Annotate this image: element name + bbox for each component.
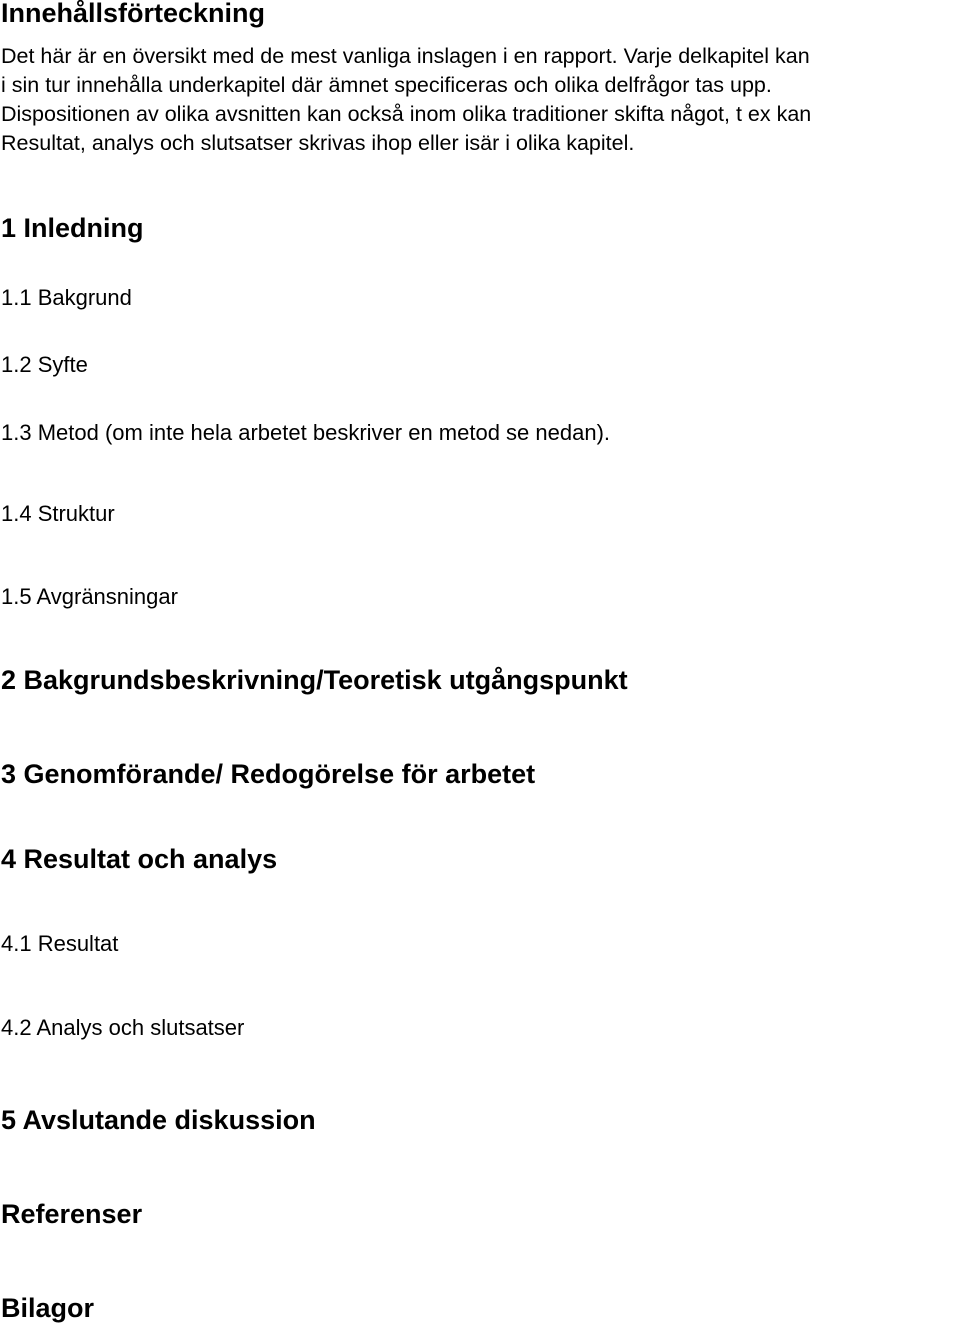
heading-genomforande: 3 Genomförande/ Redogörelse för arbetet xyxy=(1,759,536,789)
heading-bilagor: Bilagor xyxy=(1,1293,95,1323)
intro-line: i sin tur innehålla underkapitel där ämnet specificeras och olika delfrågor tas upp. xyxy=(1,73,772,97)
heading-inledning: 1 Inledning xyxy=(1,213,144,243)
subheading-syfte: 1.2 Syfte xyxy=(1,352,88,377)
subheading-struktur: 1.4 Struktur xyxy=(1,501,115,526)
page-title: Innehållsförteckning xyxy=(1,0,266,28)
heading-referenser: Referenser xyxy=(1,1199,143,1229)
heading-avslutande-diskussion: 5 Avslutande diskussion xyxy=(1,1105,316,1135)
intro-line: Dispositionen av olika avsnitten kan också inom olika traditioner skifta något, t ex kan xyxy=(1,102,812,126)
heading-resultat-och-analys: 4 Resultat och analys xyxy=(1,844,278,874)
subheading-resultat: 4.1 Resultat xyxy=(1,931,119,956)
heading-bakgrundsbeskrivning: 2 Bakgrundsbeskrivning/Teoretisk utgångspunkt xyxy=(1,665,628,695)
subheading-bakgrund: 1.1 Bakgrund xyxy=(1,285,132,310)
intro-paragraph xyxy=(1,42,959,158)
intro-line: Det här är en översikt med de mest vanliga inslagen i en rapport. Varje delkapitel kan xyxy=(1,44,810,68)
subheading-metod: 1.3 Metod (om inte hela arbetet beskriver en metod se nedan). xyxy=(1,420,611,445)
intro-line: Resultat, analys och slutsatser skrivas ihop eller isär i olika kapitel. xyxy=(1,131,635,155)
subheading-avgransningar: 1.5 Avgränsningar xyxy=(1,584,178,609)
subheading-analys-och-slutsatser: 4.2 Analys och slutsatser xyxy=(1,1015,245,1040)
